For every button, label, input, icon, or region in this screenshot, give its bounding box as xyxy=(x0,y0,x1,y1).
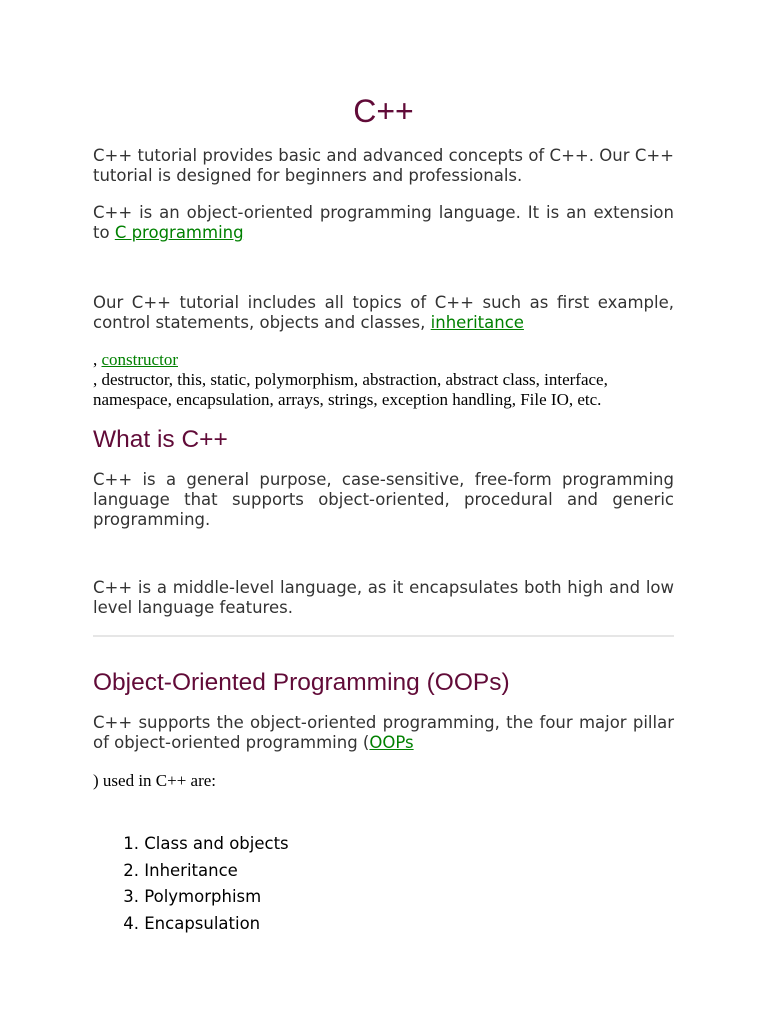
what-is-paragraph-2: C++ is a middle-level language, as it encapsulates both high and low level language features. xyxy=(93,578,674,617)
oops-paragraph-2: ) used in C++ are: xyxy=(93,771,217,790)
intro-paragraph-4 xyxy=(93,350,674,370)
intro-paragraph-1: C++ tutorial provides basic and advanced concepts of C++. Our C++ tutorial is designed for beginners and professionals. xyxy=(93,146,674,185)
list-item xyxy=(93,834,289,861)
intro-paragraph-4-prefix: , xyxy=(93,350,102,369)
list-item-label: Encapsulation xyxy=(144,914,261,934)
list-item-number: 2. xyxy=(123,860,139,880)
constructor-link[interactable]: constructor xyxy=(101,350,178,369)
oops-link[interactable]: OOPs xyxy=(369,733,414,752)
intro-paragraph-5: , destructor, this, static, polymorphism, abstraction, abstract class, interface, namespace, encapsulation, arrays, strings, exception handling, File IO, etc. xyxy=(93,370,608,409)
page-title: C++ xyxy=(353,93,414,129)
intro-paragraph-3 xyxy=(93,293,674,333)
list-item xyxy=(93,887,289,914)
what-is-heading: What is C++ xyxy=(93,426,228,453)
oops-paragraph-1-text: C++ supports the object-oriented programming, the four major pillar of object-oriented programming ( xyxy=(93,713,674,752)
list-item-number: 1. xyxy=(123,834,139,853)
list-item-label: Class and objects xyxy=(144,834,289,853)
intro-paragraph-3-text: Our C++ tutorial includes all topics of C++ such as first example, control statements, objects and classes, xyxy=(93,293,674,332)
list-item xyxy=(93,914,289,941)
list-item-number: 4. xyxy=(123,914,139,934)
intro-paragraph-2-text: C++ is an object-oriented programming language. It is an extension to xyxy=(93,203,674,242)
list-item-number: 3. xyxy=(123,887,139,907)
list-item xyxy=(93,861,289,888)
intro-paragraph-2 xyxy=(93,203,674,243)
list-item-label: Inheritance xyxy=(144,860,238,880)
oops-pillars-list xyxy=(93,834,289,941)
oops-paragraph-1 xyxy=(93,713,674,753)
list-item-label: Polymorphism xyxy=(144,887,262,907)
what-is-paragraph-1: C++ is a general purpose, case-sensitive, free-form programming language that supports object-oriented, procedural and generic programming. xyxy=(93,470,674,529)
oops-heading: Object-Oriented Programming (OOPs) xyxy=(93,669,510,696)
inheritance-link[interactable]: inheritance xyxy=(430,313,524,332)
c-programming-link[interactable]: C programming xyxy=(114,223,244,242)
section-divider xyxy=(93,635,674,637)
